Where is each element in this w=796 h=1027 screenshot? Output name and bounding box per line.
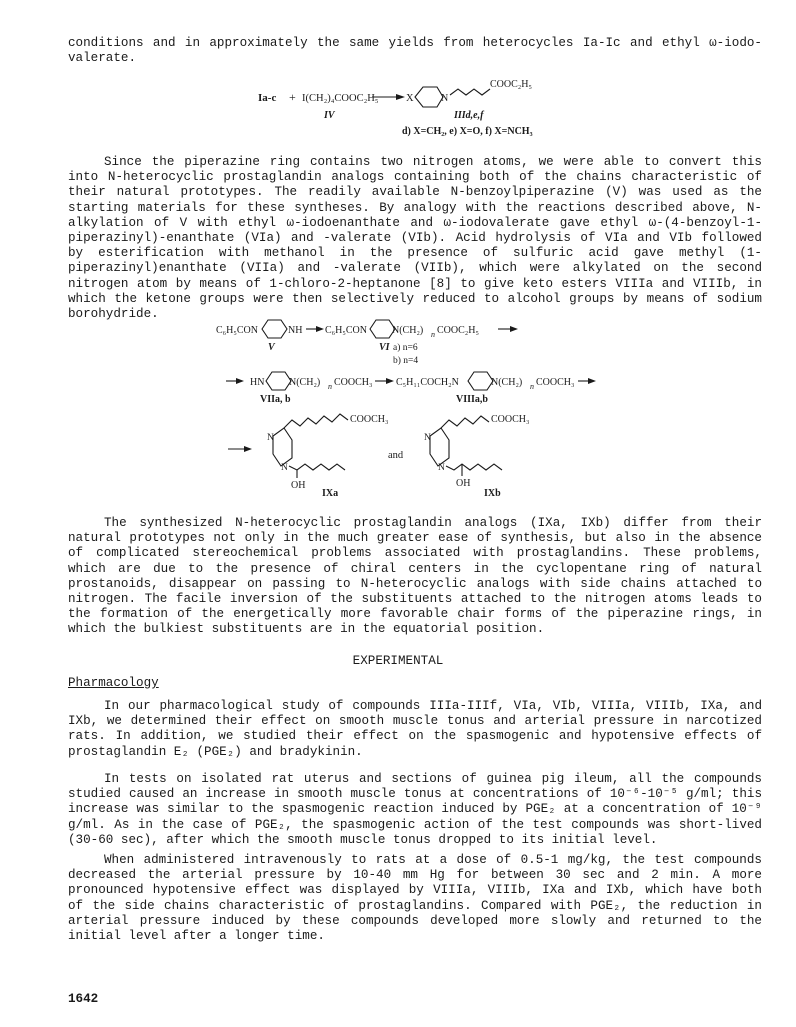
vi-variant-a: a) n=6	[393, 343, 418, 353]
plus-sign: +	[289, 90, 296, 104]
ixa-oh: OH	[291, 480, 306, 491]
viii-ester-group: COOCH₃	[536, 377, 575, 388]
substituent-definitions: d) X=CH₂, e) X=O, f) X=NCH₃	[402, 126, 533, 137]
ixb-n-bottom: N	[438, 463, 445, 473]
paragraph-analogs: The synthesized N-heterocyclic prostaglandin analogs (IXa, IXb) differ from their natural prototypes not only in the much greater ease of synthesis, but also in the absence of complicated stereochemical problems associated with prostaglandins. These problems, which are due to the presence of chiral centers in the cyclopentane ring of natural prostanoids, disappear on passing to N-heterocyclic analogs with side chains attached to nitrogen. The facile inversion of the substituents attached to the nitrogen atoms leads to the formation of the energetically more favorable chair forms of the piperazine rings, in which the bulkiest substituents are in the equatorial position.	[68, 516, 762, 637]
ixa-piperazine-ring	[273, 428, 292, 466]
vii-label: VIIa, b	[260, 394, 291, 405]
v-benzoyl-group: C₆H₅CON	[216, 325, 258, 336]
arrow-vi-to-vii-head	[510, 326, 518, 332]
vi-label: VI	[379, 342, 390, 353]
viii-piperazine-ring	[468, 372, 493, 390]
ixb-oh: OH	[456, 478, 471, 489]
page-number: 1642	[68, 992, 99, 1006]
arrow-vii-to-viii-head	[386, 378, 394, 384]
paragraph-continuation: conditions and in approximately the same yields from heterocycles Ia-Ic and ethyl ω-iodo-valerate.	[68, 36, 762, 66]
v-label: V	[268, 342, 275, 353]
arrow-v-to-vi-head	[316, 326, 324, 332]
ixb-label: IXb	[484, 488, 501, 499]
ring-n-atom: N	[441, 93, 449, 104]
v-nh-group: NH	[288, 325, 303, 336]
ring-x-atom: X	[406, 93, 414, 104]
reagent-label: IV	[324, 110, 335, 121]
viii-heptanone-group: C₅H₁₁COCH₂N	[396, 377, 459, 388]
arrow-into-vii-head	[236, 378, 244, 384]
reactant-label: Ia-c	[258, 92, 277, 104]
ixb-ester-group: COOCH₃	[491, 414, 530, 425]
paragraph-smooth-muscle: In tests on isolated rat uterus and sections of guinea pig ileum, all the compounds studied caused an increase in smooth muscle tonus at concentrations of 10⁻⁶-10⁻⁵ g/ml; this increase was similar to the spasmogenic reaction induced by PGE₂ at a concentration of 10⁻⁹ g/ml. As in the case of PGE₂, the spasmogenic action of the test compounds was short-lived (30-60 sec), after which the smooth muscle tonus dropped to its initial level.	[68, 772, 762, 847]
paragraph-synthesis: Since the piperazine ring contains two nitrogen atoms, we were able to convert this into N-heterocyclic prostaglandin analogs containing both of the chains characteristic of their natural prototypes. The readily available N-benzoylpiperazine (V) was used as the starting materials for these syntheses. By analogy with the reactions described above, N-alkylation of V with ethyl ω-iodoenanthate and ω-iodovalerate gave ethyl ω-(4-benzoyl-1-piperazinyl)-enanthate (VIa) and -valerate (VIb). Acid hydrolysis of VIa and VIb followed by esterification with methanol in the presence of sulfuric acid gave methyl (1-piperazinyl)enanthate (VIIa) and -valerate (VIIb), which were alkylated on the second nitrogen atom by means of 1-chloro-2-heptanone [8] to give keto esters VIIIa and VIIIb, in which the ketone groups were then selectively reduced to alcohol groups by means of sodium borohydride.	[68, 155, 762, 322]
ixb-ester-chain	[441, 416, 489, 428]
ester-group: COOC₂H₅	[490, 79, 532, 90]
product-label: IIId,e,f	[454, 110, 484, 121]
ixa-label: IXa	[322, 488, 339, 499]
and-connector: and	[388, 450, 404, 461]
vi-benzoyl-group: C₆H₅CON	[325, 325, 367, 336]
ixa-hydroxy-chain	[289, 464, 345, 470]
section-heading-experimental: EXPERIMENTAL	[352, 654, 444, 668]
ixa-ester-group: COOCH₃	[350, 414, 389, 425]
vi-chain: N(CH₂)	[392, 325, 424, 336]
viii-chain: N(CH₂)	[491, 377, 523, 388]
viii-label: VIIIa,b	[456, 394, 488, 405]
vi-variant-b: b) n=4	[393, 356, 419, 366]
paragraph-arterial-pressure: When administered intravenously to rats at a dose of 0.5-1 mg/kg, the test compounds decreased the arterial pressure by 10-40 mm Hg for between 30 sec and 2 min. A more pronounced hypotensive effect was displayed by VIIIa, VIIIb, IXa and IXb, which have both of the side chains characteristic of prostaglandins. Compared with PGE₂, the reduction in arterial pressure induced by these compounds developed more slowly and returned to the initial level after a longer time.	[68, 853, 762, 944]
ixb-piperazine-ring	[430, 428, 449, 466]
subsection-heading-pharmacology: Pharmacology	[68, 676, 159, 690]
ixb-n-top: N	[424, 433, 431, 443]
vi-ester-group: COOC₂H₅	[437, 325, 479, 336]
arrow-into-ix-head	[244, 446, 252, 452]
ixb-hydroxy-chain	[446, 464, 502, 470]
ixa-n-bottom: N	[281, 463, 288, 473]
ixa-n-top: N	[267, 433, 274, 443]
vii-n-subscript: n	[328, 382, 332, 391]
vii-hn-group: HN	[250, 377, 265, 388]
viii-n-subscript: n	[530, 382, 534, 391]
v-piperazine-ring	[262, 320, 287, 338]
paragraph-pharmacology-study: In our pharmacological study of compounds IIIa-IIIf, VIa, VIb, VIIIa, VIIIb, IXa, and IXb, we determined their effect on smooth muscle tonus and arterial pressure in narcotized rats. In addition, we studied their effect on the spasmogenic and hypotensive effects of prostaglandin E₂ (PGE₂) and bradykinin.	[68, 699, 762, 759]
arrow-viii-to-ix-head	[588, 378, 596, 384]
vii-ester-group: COOCH₃	[334, 377, 373, 388]
reagent-formula: I(CH₂)₄COOC₂H₅	[302, 93, 379, 104]
ixa-ester-chain	[284, 414, 348, 428]
vi-n-subscript: n	[431, 330, 435, 339]
vii-chain: N(CH₂)	[289, 377, 321, 388]
vii-piperazine-ring	[266, 372, 291, 390]
